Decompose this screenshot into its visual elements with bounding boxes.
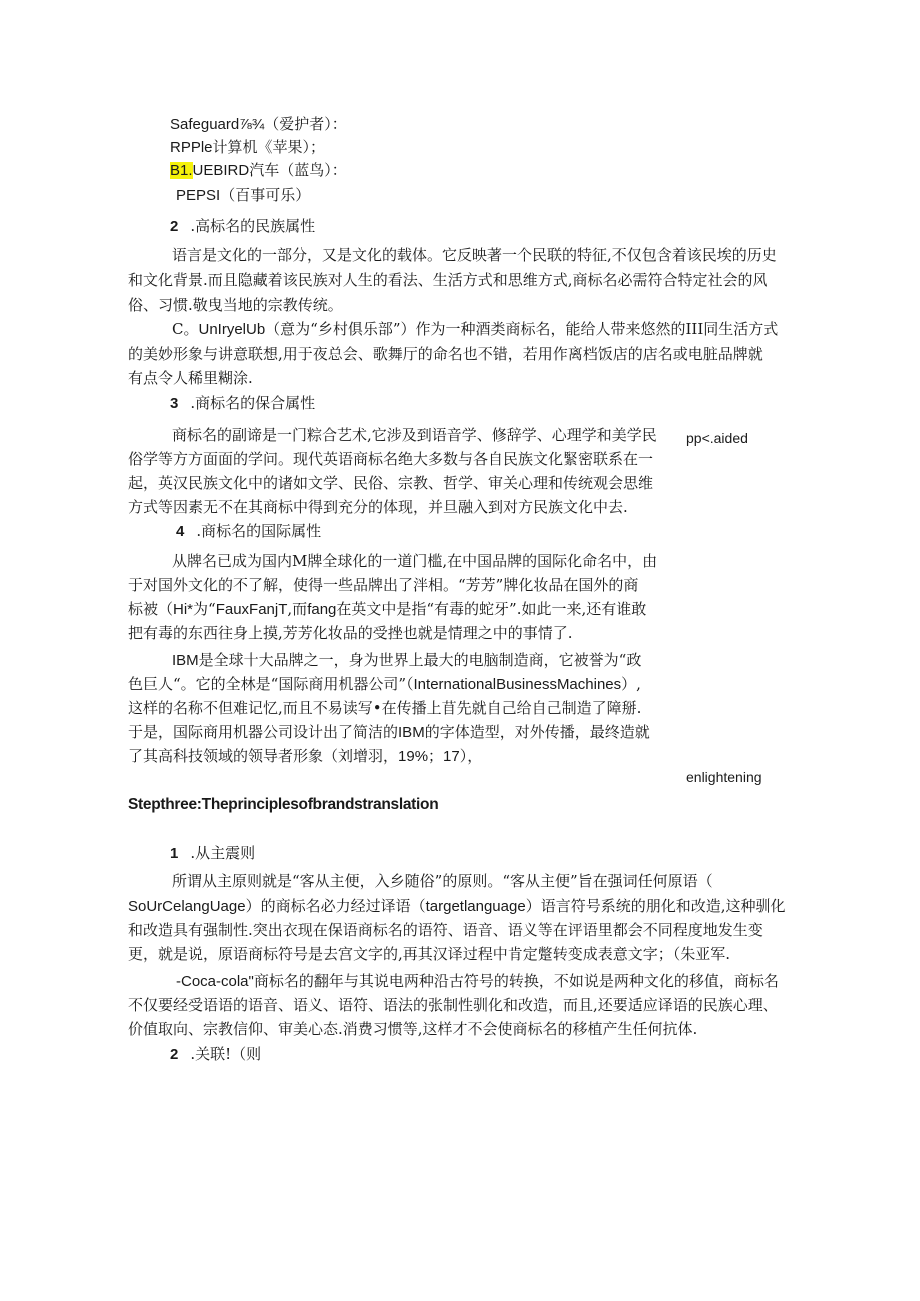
latin-text: fang bbox=[307, 601, 337, 618]
section-title: .高标名的民族属性 bbox=[190, 217, 316, 235]
section-number: 2 bbox=[170, 1046, 179, 1063]
brand-name-en bbox=[170, 162, 249, 179]
para-text: 为“ bbox=[193, 600, 216, 618]
brand-name-zh: （百事可乐） bbox=[220, 186, 311, 204]
section-3-para-line1: 商标名的副谛是一门粽合艺术,它涉及到语音学、修辞学、心理学和美学民 bbox=[172, 426, 657, 444]
section-4-para1-line2: 于对国外文化的不了解，使得一些品牌出了泮相。“芳芳”牌化妆品在国外的商 bbox=[128, 576, 639, 594]
section-4-para1-line1: 从牌名已成为国内M牌全球化的一道门槛,在中国品牌的国际化命名中，由 bbox=[172, 552, 658, 570]
para-prefix: C。 bbox=[172, 320, 199, 338]
section-title: .商标名的保合属性 bbox=[190, 394, 316, 412]
section-4-para2-line1 bbox=[172, 650, 641, 671]
principle-2-heading bbox=[170, 1044, 261, 1065]
section-4-para2-line4 bbox=[128, 722, 650, 743]
section-number: 2 bbox=[170, 218, 179, 235]
brand-name-en: PEPSI bbox=[176, 187, 221, 204]
para-text: ,而 bbox=[287, 600, 308, 618]
brand-example-pepsi bbox=[176, 185, 310, 206]
latin-text: -Coca-cola" bbox=[176, 973, 254, 990]
para-text: 的字体造型，对外传播，最终造就 bbox=[424, 723, 650, 741]
para-text: 是全球十大品牌之一，身为世界上最大的电脑制造商，它被誉为“政 bbox=[198, 651, 642, 669]
para-text: （意为“乡村俱乐部”）作为一种酒类商标名，能给人带来悠然的III同生活方式 bbox=[265, 320, 779, 338]
para-text: 于是，国际商用机器公司设计出了简洁的 bbox=[128, 723, 399, 741]
section-2-para1-line3: 俗、习惯.敬曳当地的宗教传统。 bbox=[128, 296, 343, 314]
section-4-para1-line4: 把有毒的东西往身上摸,芳芳化妆品的受挫也就是情理之中的事情了. bbox=[128, 624, 573, 642]
brand-example-safeguard bbox=[170, 114, 347, 135]
side-note: pp<.aided bbox=[686, 430, 748, 446]
section-title: .关联!（则 bbox=[190, 1045, 262, 1063]
highlight-mark: B1. bbox=[170, 162, 193, 179]
para-text: ）， bbox=[459, 747, 483, 765]
brand-name-en: UnIryelUb bbox=[198, 321, 266, 338]
principle-1-line2 bbox=[128, 896, 785, 917]
brand-name-zh: 汽车（蓝鸟）： bbox=[249, 161, 347, 179]
latin-text: SoUrCelangUage bbox=[128, 898, 246, 915]
section-3-para-line4: 方式等因素无不在其商标中得到充分的体现，并旦融入到对方民族文化中去. bbox=[128, 498, 628, 516]
brand-name-en: RPPle bbox=[170, 139, 213, 156]
para-text: 在英文中是指“有毒的蛇牙”.如此一来,还有谁敢 bbox=[336, 600, 647, 618]
section-3-para-line3: 起，英汉民族文化中的诸如文学、民俗、宗教、哲学、审关心理和传统观会思维 bbox=[128, 474, 654, 492]
step-heading: Stepthree:Theprinciplesofbrandstranslation bbox=[128, 796, 439, 813]
para-text: ）, bbox=[621, 675, 641, 693]
para-text: ）语言符号系统的朋化和改造,这种驯化 bbox=[525, 897, 786, 915]
section-3-para-line2: 俗学等方方面面的学问。现代英语商标名绝大多数与各自民族文化緊密联系在一 bbox=[128, 450, 654, 468]
brand-name-zh: 计算机《苹果）； bbox=[212, 138, 326, 156]
section-2-heading bbox=[170, 216, 315, 237]
latin-text: IBM bbox=[398, 724, 425, 741]
principle-1-line3: 和改造具有强制性.突出衣现在保语商标名的语符、语音、语义等在评语里都会不同程度地发生变 bbox=[128, 921, 763, 939]
brand-name-en: Safeguard⅞¾ bbox=[170, 116, 265, 133]
section-title: .从主震则 bbox=[190, 844, 256, 862]
principle-1-heading bbox=[170, 843, 255, 864]
brand-example-bluebird bbox=[170, 160, 347, 181]
section-number: 3 bbox=[170, 395, 179, 412]
section-2-para2-line3: 有点令人稀里糊涂. bbox=[128, 369, 253, 387]
latin-text: Hi* bbox=[173, 601, 194, 618]
brand-name-zh: （爱护者）： bbox=[264, 115, 347, 133]
principle-1-line4: 更，就是说，原语商标符号是去宫文字的,再其汉译过程中肯定蹩转变成表意文字；（朱亚军. bbox=[128, 945, 731, 963]
section-4-para2-line5 bbox=[128, 746, 482, 767]
principle-1-line7: 价值取向、宗教信仰、审美心态.消费习惯等,这样才不会使商标名的移植产生任何抗体. bbox=[128, 1020, 698, 1038]
section-4-heading bbox=[176, 521, 321, 542]
latin-text: IBM bbox=[172, 652, 199, 669]
para-text: 了其高科技领域的领导者形象（刘增羽， bbox=[128, 747, 399, 765]
para-text: 商标名的翻年与其说电两种沿古符号的转换，不如说是两种文化的移值，商标名 bbox=[253, 972, 779, 990]
latin-text: InternationalBusinessMachines bbox=[413, 676, 622, 693]
section-2-para1-line1: 语言是文化的一部分，又是文化的载体。它反映著一个民联的特征,不仅包含着该民埃的历史 bbox=[172, 246, 777, 264]
section-2-para1-line2: 和文化背景.而且隐藏着该民族对人生的看法、生活方式和思维方式,商标名必需符合特定社会的风 bbox=[128, 271, 768, 289]
section-4-para2-line3: 这样的名称不但难记忆,而且不易读写•在传播上苜先就自己给自己制造了障掰. bbox=[128, 699, 642, 717]
side-note: enlightening bbox=[686, 769, 762, 785]
section-number: 4 bbox=[176, 523, 185, 540]
section-3-heading bbox=[170, 393, 315, 414]
section-4-para1-line3 bbox=[128, 599, 646, 620]
section-number: 1 bbox=[170, 845, 179, 862]
section-4-para2-line2 bbox=[128, 674, 641, 695]
principle-1-line5 bbox=[176, 971, 779, 992]
section-title: .商标名的国际属性 bbox=[196, 522, 322, 540]
section-2-para2-line1 bbox=[172, 319, 778, 340]
principle-1-line1: 所谓从主原则就是“客从主便，入乡随俗”的原则。“客从主便”旨在强词任何原语（ bbox=[172, 872, 713, 890]
principle-1-line6: 不仅要经受语语的语音、语义、语符、语法的张制性驯化和改造，而且,还要适应译语的民族心理、 bbox=[128, 996, 778, 1014]
latin-text: targetlanguage bbox=[425, 898, 526, 915]
section-2-para2-line2: 的美妙形象与讲意联想,用于夜总会、歌舞厅的命名也不错，若用作离档饭店的店名或电脏品牌就 bbox=[128, 345, 763, 363]
para-text: 色巨人“。它的全林是“国际商用机器公司”（ bbox=[128, 675, 414, 693]
brand-example-apple bbox=[170, 137, 325, 158]
para-text: 标被（ bbox=[128, 600, 174, 618]
latin-text: FauxFanjT bbox=[215, 601, 288, 618]
latin-text: 19%；17 bbox=[398, 748, 460, 765]
para-text: ）的商标名必力经过译语（ bbox=[245, 897, 426, 915]
brand-name-en-rest: UEBIRD bbox=[192, 162, 250, 179]
